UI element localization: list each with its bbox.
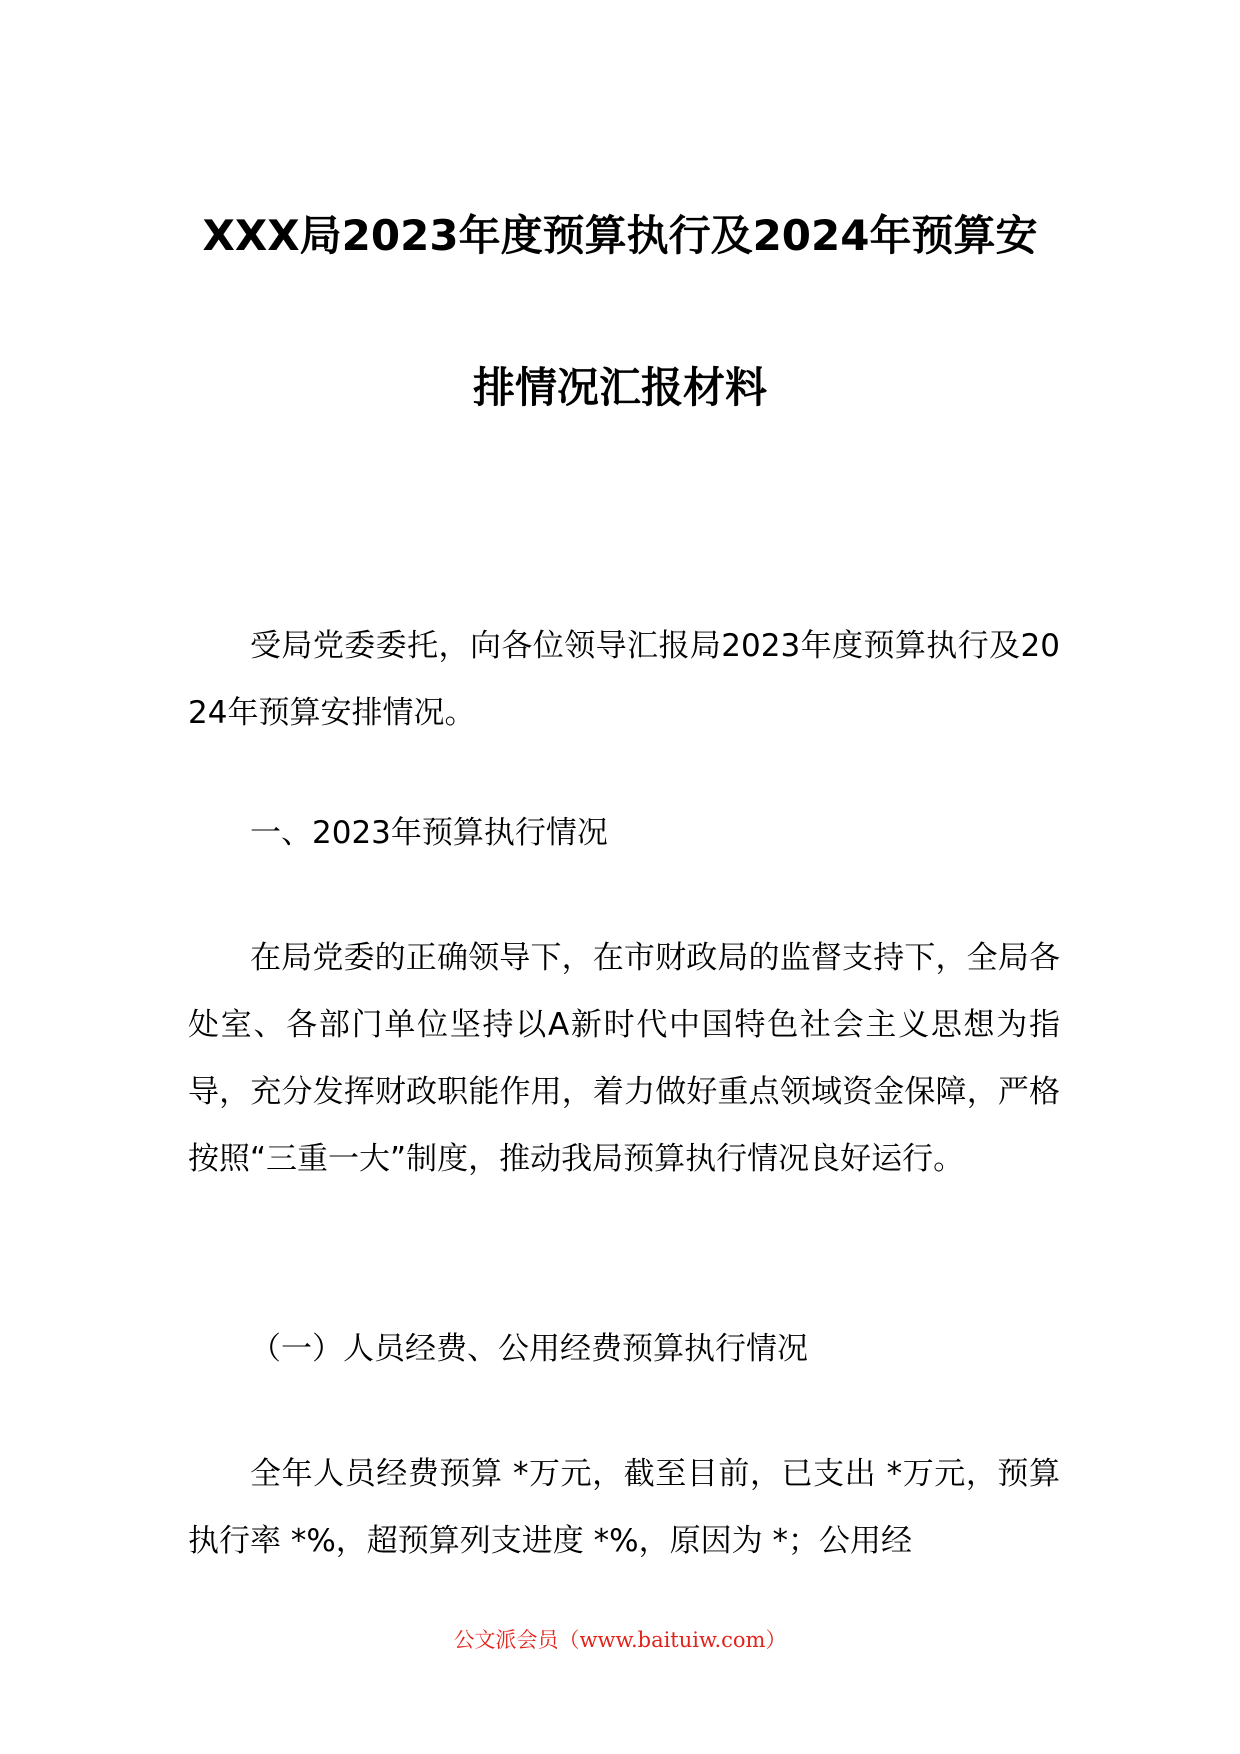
subsection-1-paragraph: 全年人员经费预算 *万元，截至目前，已支出 *万元，预算执行率 *%，超预算列支进度 *%，原因为 *；公用经 bbox=[188, 1456, 1060, 1559]
document-title-line-2: 排情况汇报材料 bbox=[472, 363, 767, 412]
section-1-paragraph: 在局党委的正确领导下，在市财政局的监督支持下，全局各处室、各部门单位坚持以A新时代中国特色社会主义思想为指导，充分发挥财政职能作用，着力做好重点领域资金保障，严格按照“三重一大”制度，推动我局预算执行情况良好运行。 bbox=[188, 940, 1060, 1177]
footer-watermark: 公文派会员（www.baituiw.com） bbox=[453, 1628, 787, 1652]
document-title-line-1: XXX局2023年度预算执行及2024年预算安 bbox=[202, 211, 1038, 260]
intro-paragraph: 受局党委委托，向各位领导汇报局2023年度预算执行及2024年预算安排情况。 bbox=[188, 628, 1060, 731]
section-heading-1: 一、2023年预算执行情况 bbox=[250, 815, 608, 851]
subsection-heading-1: （一）人员经费、公用经费预算执行情况 bbox=[250, 1331, 808, 1367]
